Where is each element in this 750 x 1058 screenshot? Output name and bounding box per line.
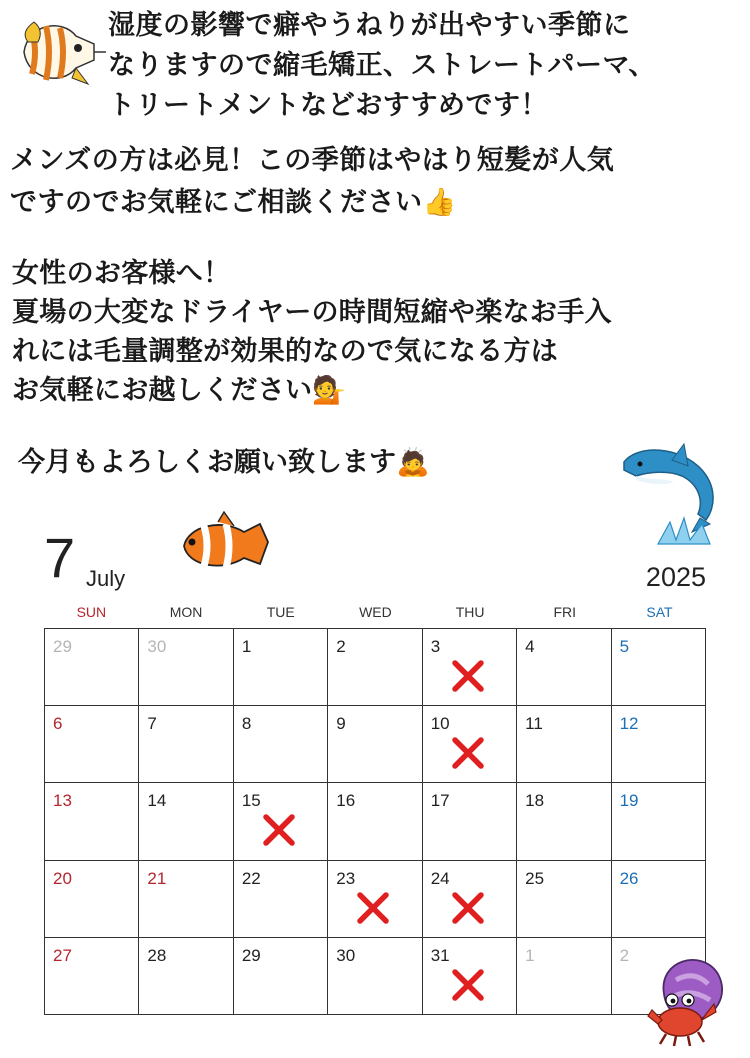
calendar-day-number: 27 (53, 945, 72, 965)
calendar-day-cell (423, 783, 517, 860)
mens-line: ですのでお気軽にご相談ください👍 (10, 187, 457, 218)
weekday-header (44, 604, 707, 624)
calendar-day-cell (612, 629, 706, 706)
hermit-crab-icon (644, 940, 728, 1048)
calendar-day-number: 28 (147, 945, 167, 965)
calendar-day-cell (45, 629, 139, 706)
intro-line: トリートメントなどおすすめです！ (108, 90, 548, 121)
closed-day-x-icon (451, 659, 485, 693)
intro-line: 湿度の影響で癖やうねりが出やすい季節に (108, 10, 631, 41)
calendar-day-cell (139, 706, 233, 783)
calendar-day-cell (234, 783, 328, 860)
calendar-day-number: 21 (147, 868, 167, 888)
calendar-day-number: 17 (430, 791, 450, 811)
calendar-day-number: 15 (241, 791, 261, 811)
calendar-day-cell (139, 783, 233, 860)
weekday-label: TUE (266, 604, 295, 620)
calendar-day-number: 30 (147, 637, 167, 656)
closing-paragraph (18, 443, 430, 483)
calendar-day-cell (45, 706, 139, 783)
dolphin-icon (618, 440, 728, 548)
calendar-day-cell (234, 629, 328, 706)
calendar-day-number: 1 (241, 637, 252, 656)
calendar-day-number: 6 (53, 714, 63, 734)
calendar-month-number: 7 (44, 526, 76, 589)
calendar-day-number: 1 (525, 945, 535, 965)
calendar-day-number: 29 (53, 637, 72, 656)
calendar-day-number: 9 (336, 714, 346, 734)
calendar-day-cell (423, 629, 517, 706)
weekday-label: FRI (553, 604, 577, 620)
mens-paragraph (10, 140, 614, 224)
calendar-day-cell (45, 861, 139, 938)
calendar-day-cell (328, 706, 422, 783)
intro-paragraph (108, 6, 656, 126)
calendar-day-number: 4 (525, 637, 535, 656)
calendar-day-cell (328, 938, 422, 1015)
calendar-day-cell (612, 861, 706, 938)
clownfish-icon (178, 510, 276, 580)
calendar-day-number: 18 (525, 791, 545, 811)
weekday-label: WED (359, 604, 392, 620)
calendar-day-cell (517, 938, 611, 1015)
calendar-day-cell (423, 861, 517, 938)
womens-line: れには毛量調整が効果的なので気になる方は (12, 336, 558, 367)
calendar-day-cell (139, 938, 233, 1015)
calendar-day-cell (328, 783, 422, 860)
calendar-day-number: 12 (619, 714, 639, 734)
calendar-day-number: 8 (241, 714, 252, 734)
calendar-day-cell (328, 629, 422, 706)
weekday-label: THU (455, 604, 485, 620)
calendar-day-number: 2 (336, 637, 346, 656)
weekday-label: SUN (76, 604, 107, 620)
calendar-day-number: 13 (53, 791, 72, 811)
closed-day-x-icon (451, 968, 485, 1002)
closing-line: 今月もよろしくお願い致します🙇 (18, 447, 430, 478)
calendar-day-number: 16 (336, 791, 356, 811)
closed-day-x-icon (451, 891, 485, 925)
calendar-day-number: 7 (147, 714, 157, 734)
closed-day-x-icon (356, 891, 390, 925)
calendar-day-number: 5 (619, 637, 630, 656)
calendar-day-number: 2 (619, 945, 630, 965)
calendar-day-number: 3 (430, 637, 441, 656)
closed-day-x-icon (262, 813, 296, 847)
calendar-day-number: 25 (525, 868, 545, 888)
calendar-day-number: 29 (241, 945, 261, 965)
calendar-day-number: 10 (430, 714, 450, 734)
calendar-grid (44, 628, 706, 1015)
calendar-day-number: 22 (241, 868, 261, 888)
calendar-day-cell (517, 783, 611, 860)
womens-line: お気軽にお越しください💁 (12, 375, 347, 406)
womens-paragraph (12, 254, 612, 410)
calendar-day-cell (328, 861, 422, 938)
calendar-day-cell (517, 629, 611, 706)
calendar-month-name: July (86, 566, 126, 591)
calendar-day-cell (139, 861, 233, 938)
calendar-day-cell (517, 706, 611, 783)
weekday-label: MON (169, 604, 203, 620)
calendar-day-cell (234, 706, 328, 783)
calendar-day-number: 14 (147, 791, 167, 811)
calendar-day-cell (234, 938, 328, 1015)
weekday-label: SAT (646, 604, 673, 620)
calendar-year: 2025 (645, 562, 706, 592)
calendar-day-cell (45, 938, 139, 1015)
womens-line: 夏場の大変なドライヤーの時間短縮や楽なお手入 (12, 297, 612, 328)
closed-day-x-icon (451, 736, 485, 770)
calendar-day-cell (423, 938, 517, 1015)
calendar-day-cell (517, 861, 611, 938)
calendar-day-cell (612, 706, 706, 783)
butterflyfish-icon (14, 14, 106, 90)
calendar-day-cell (612, 783, 706, 860)
mens-line: メンズの方は必見！この季節はやはり短髪が人気 (10, 145, 615, 176)
calendar-day-cell (45, 783, 139, 860)
intro-line: なりますので縮毛矯正、ストレートパーマ、 (108, 50, 656, 81)
calendar-day-cell (234, 861, 328, 938)
calendar-day-cell (139, 629, 233, 706)
calendar-day-number: 19 (619, 791, 639, 811)
calendar-day-number: 11 (525, 714, 543, 734)
calendar-day-cell (423, 706, 517, 783)
calendar-day-number: 31 (430, 945, 450, 965)
womens-line: 女性のお客様へ！ (12, 258, 231, 289)
calendar-day-number: 23 (336, 868, 356, 888)
calendar-day-number: 26 (619, 868, 639, 888)
calendar-day-number: 20 (53, 868, 72, 888)
calendar-day-number: 30 (336, 945, 356, 965)
calendar-day-number: 24 (430, 868, 450, 888)
